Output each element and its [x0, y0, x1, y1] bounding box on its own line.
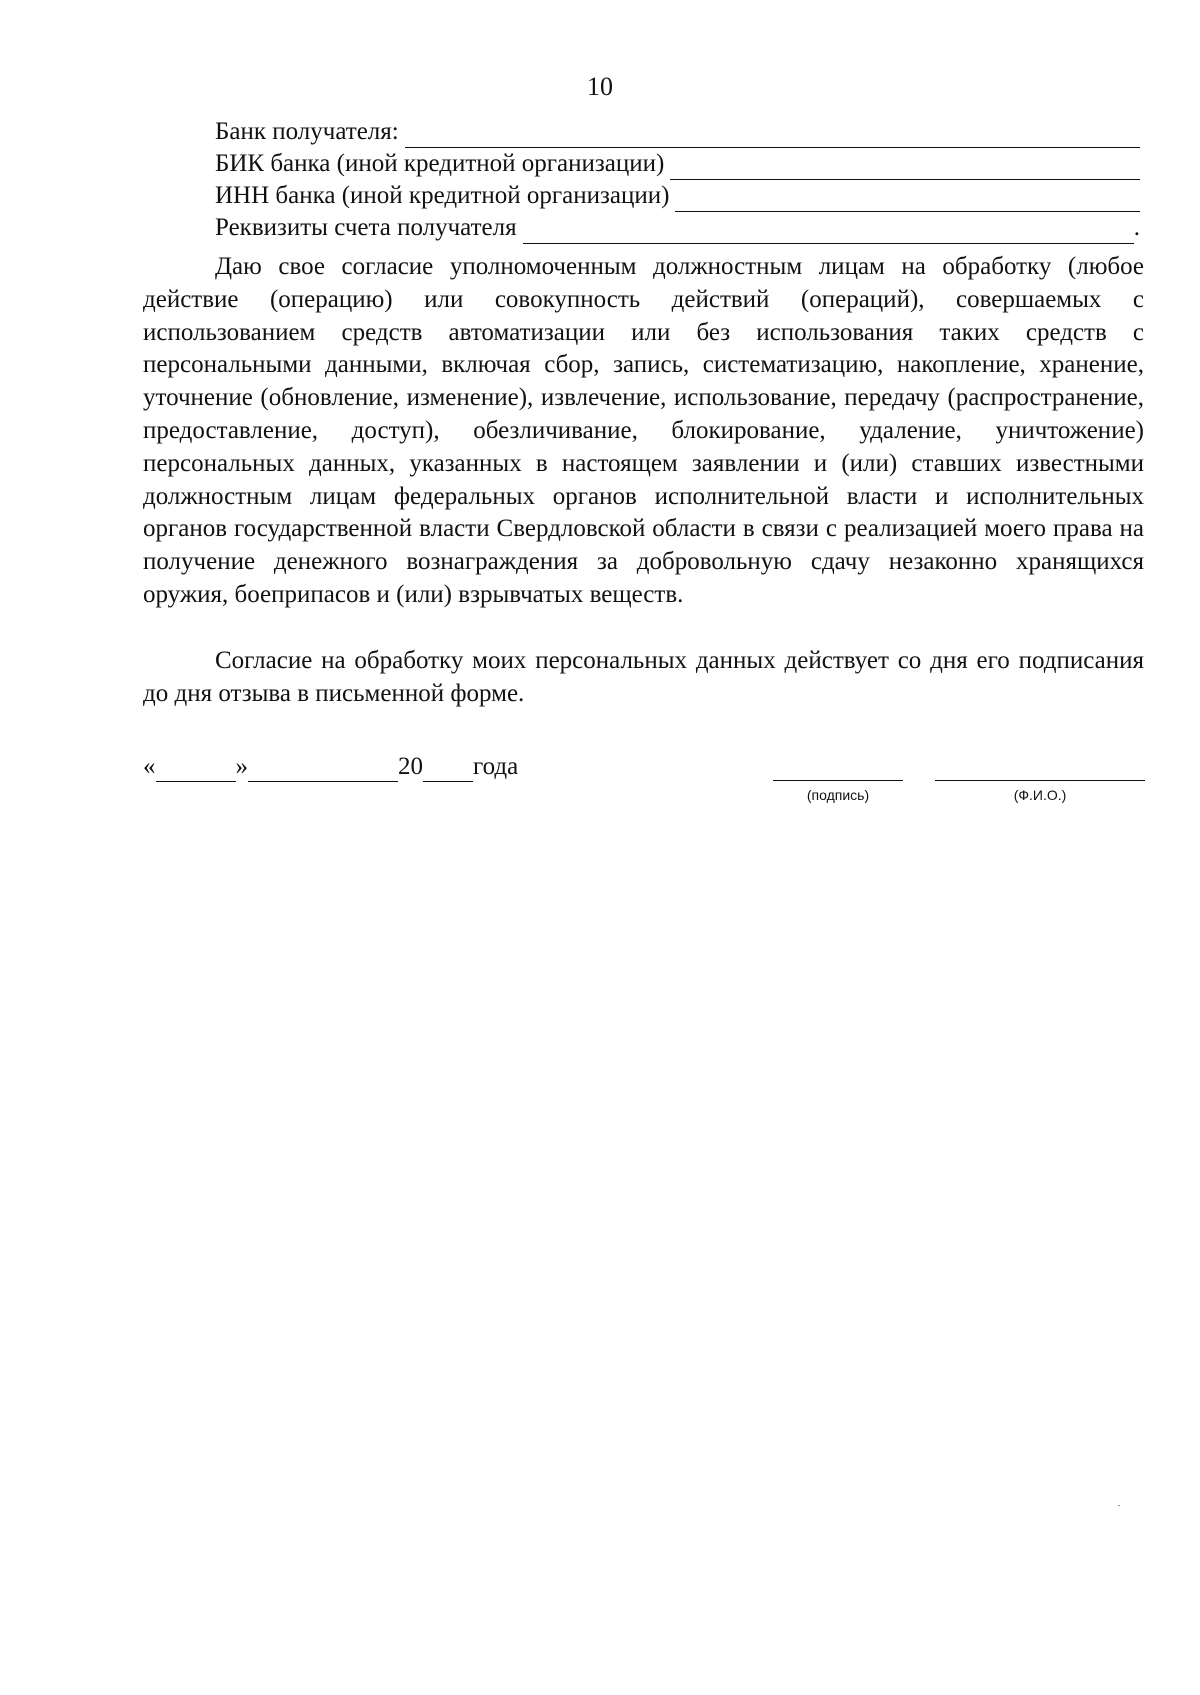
- account-details-label: Реквизиты счета получателя: [215, 214, 517, 241]
- year-suffix: года: [473, 753, 519, 780]
- year-blank[interactable]: [423, 759, 473, 782]
- year-prefix: 20: [398, 753, 423, 780]
- scan-speck: [1118, 1505, 1120, 1506]
- bank-name-blank[interactable]: [405, 123, 1140, 148]
- signature-caption: (подпись): [806, 787, 870, 803]
- full-name-line[interactable]: [935, 780, 1145, 781]
- inn-blank[interactable]: [675, 187, 1140, 212]
- bik-field: [215, 148, 1140, 180]
- consent-validity-paragraph: Согласие на обработку моих персональных данных действует со дня его подписания до дня отзыва в письменной форме.: [143, 647, 1144, 707]
- bik-blank[interactable]: [670, 155, 1140, 180]
- inn-field: [215, 180, 1140, 212]
- signature-line[interactable]: [773, 780, 903, 781]
- page-number: 10: [587, 72, 613, 101]
- consent-paragraph: Даю свое согласие уполномоченным должностным лицам на обработку (любое действие (операцию) или совокупность действий (операций), совершаемых с использованием средств автоматизации или без использования таких средств с персональными данными, включая сбор, запись, систематизацию, накопление, хранение, уточнение (обновление, изменение), извлечение, использование, передачу (распространение, предоставление, доступ), обезличивание, блокирование, удаление, уничтожение) персональных данных, указанных в настоящем заявлении и (или) ставших известными должностным лицам федеральных органов исполнительной власти и исполнительных органов государственной власти Свердловской области в связи с реализацией моего права на получение денежного вознаграждения за добровольную сдачу незаконно хранящихся оружия, боеприпасов и (или) взрывчатых веществ.: [143, 253, 1144, 608]
- account-details-period: .: [1133, 214, 1140, 241]
- bank-name-label: Банк получателя:: [215, 118, 399, 145]
- account-details-blank[interactable]: [523, 219, 1134, 244]
- date-open-quote: «: [143, 753, 156, 780]
- inn-label: ИНН банка (иной кредитной организации): [215, 182, 670, 209]
- bank-name-field: [215, 116, 1140, 148]
- account-details-field: [215, 212, 1140, 244]
- bik-label: БИК банка (иной кредитной организации): [215, 150, 665, 177]
- month-blank[interactable]: [248, 759, 398, 782]
- full-name-caption: (Ф.И.О.): [1013, 787, 1067, 803]
- day-blank[interactable]: [156, 759, 236, 782]
- date-line: [143, 752, 518, 782]
- date-close-quote: »: [235, 753, 248, 780]
